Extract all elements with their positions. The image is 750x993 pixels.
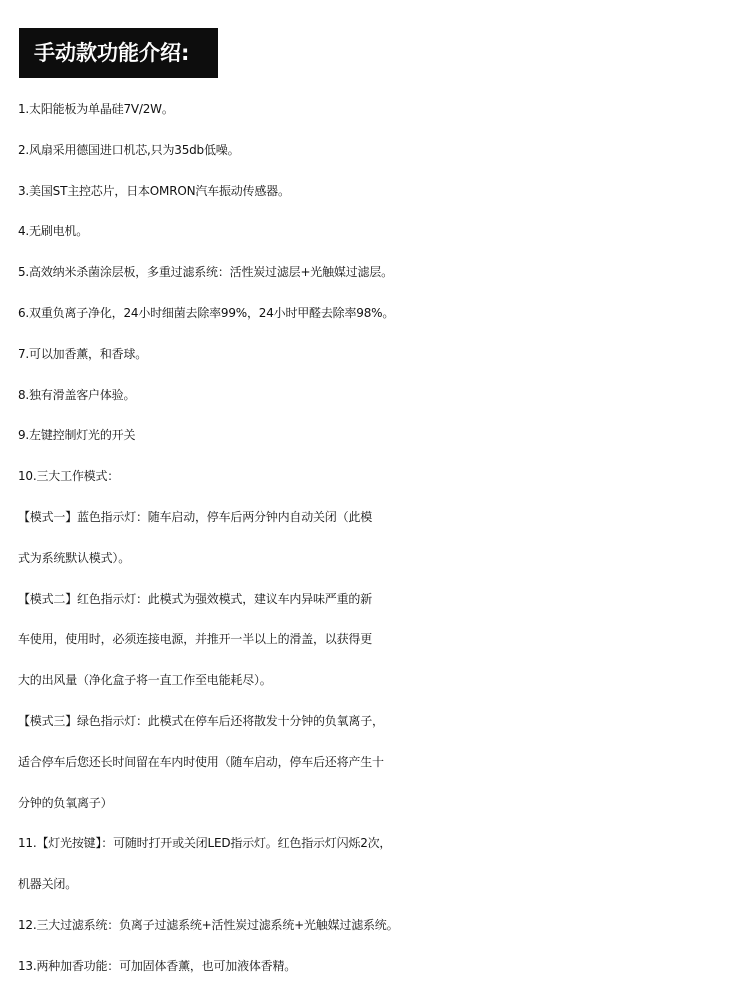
feature-list: [18, 89, 750, 987]
feature-line: 2.风扇采用德国进口机芯,只为35db低噪。: [18, 142, 240, 157]
feature-line: 机器关闭。: [18, 877, 78, 892]
feature-line: 12.三大过滤系统：负离子过滤系统+活性炭过滤系统+光触媒过滤系统。: [18, 917, 399, 932]
feature-line: 大的出风量（净化盒子将一直工作至电能耗尽）。: [18, 673, 272, 688]
feature-line: 8.独有滑盖客户体验。: [18, 387, 136, 402]
feature-line: 4.无刷电机。: [18, 224, 89, 239]
feature-line: 适合停车后您还长时间留在车内时使用（随车启动，停车后还将产生十: [18, 754, 384, 769]
feature-line: 【模式一】蓝色指示灯：随车启动，停车后两分钟内自动关闭（此模: [18, 509, 373, 524]
section-title: 手动款功能介绍:: [19, 28, 218, 78]
feature-line: 【模式三】绿色指示灯：此模式在停车后还将散发十分钟的负氧离子，: [18, 713, 384, 728]
feature-line: 1.太阳能板为单晶硅7V/2W。: [18, 102, 174, 116]
feature-line: 11.【灯光按键】：可随时打开或关闭LED指示灯。红色指示灯闪烁2次，: [18, 836, 392, 851]
feature-line: 13.两种加香功能：可加固体香薰，也可加液体香精。: [18, 958, 297, 973]
feature-line: 9.左键控制灯光的开关: [18, 428, 136, 443]
feature-line: 6.双重负离子净化，24小时细菌去除率99%，24小时甲醛去除率98%。: [18, 305, 395, 320]
feature-line: 3.美国ST主控芯片，日本OMRON汽车振动传感器。: [18, 183, 290, 198]
feature-line: 分钟的负氧离子）: [18, 795, 113, 810]
feature-line: 式为系统默认模式）。: [18, 550, 131, 565]
feature-line: 【模式二】红色指示灯：此模式为强效模式，建议车内异味严重的新: [18, 591, 373, 606]
feature-line: 5.高效纳米杀菌涂层板，多重过滤系统：活性炭过滤层+光触媒过滤层。: [18, 265, 393, 280]
feature-line: 10.三大工作模式：: [18, 469, 120, 484]
feature-line: 7.可以加香薰，和香球。: [18, 346, 148, 361]
feature-line: 车使用，使用时，必须连接电源，并推开一半以上的滑盖，以获得更: [18, 632, 373, 647]
